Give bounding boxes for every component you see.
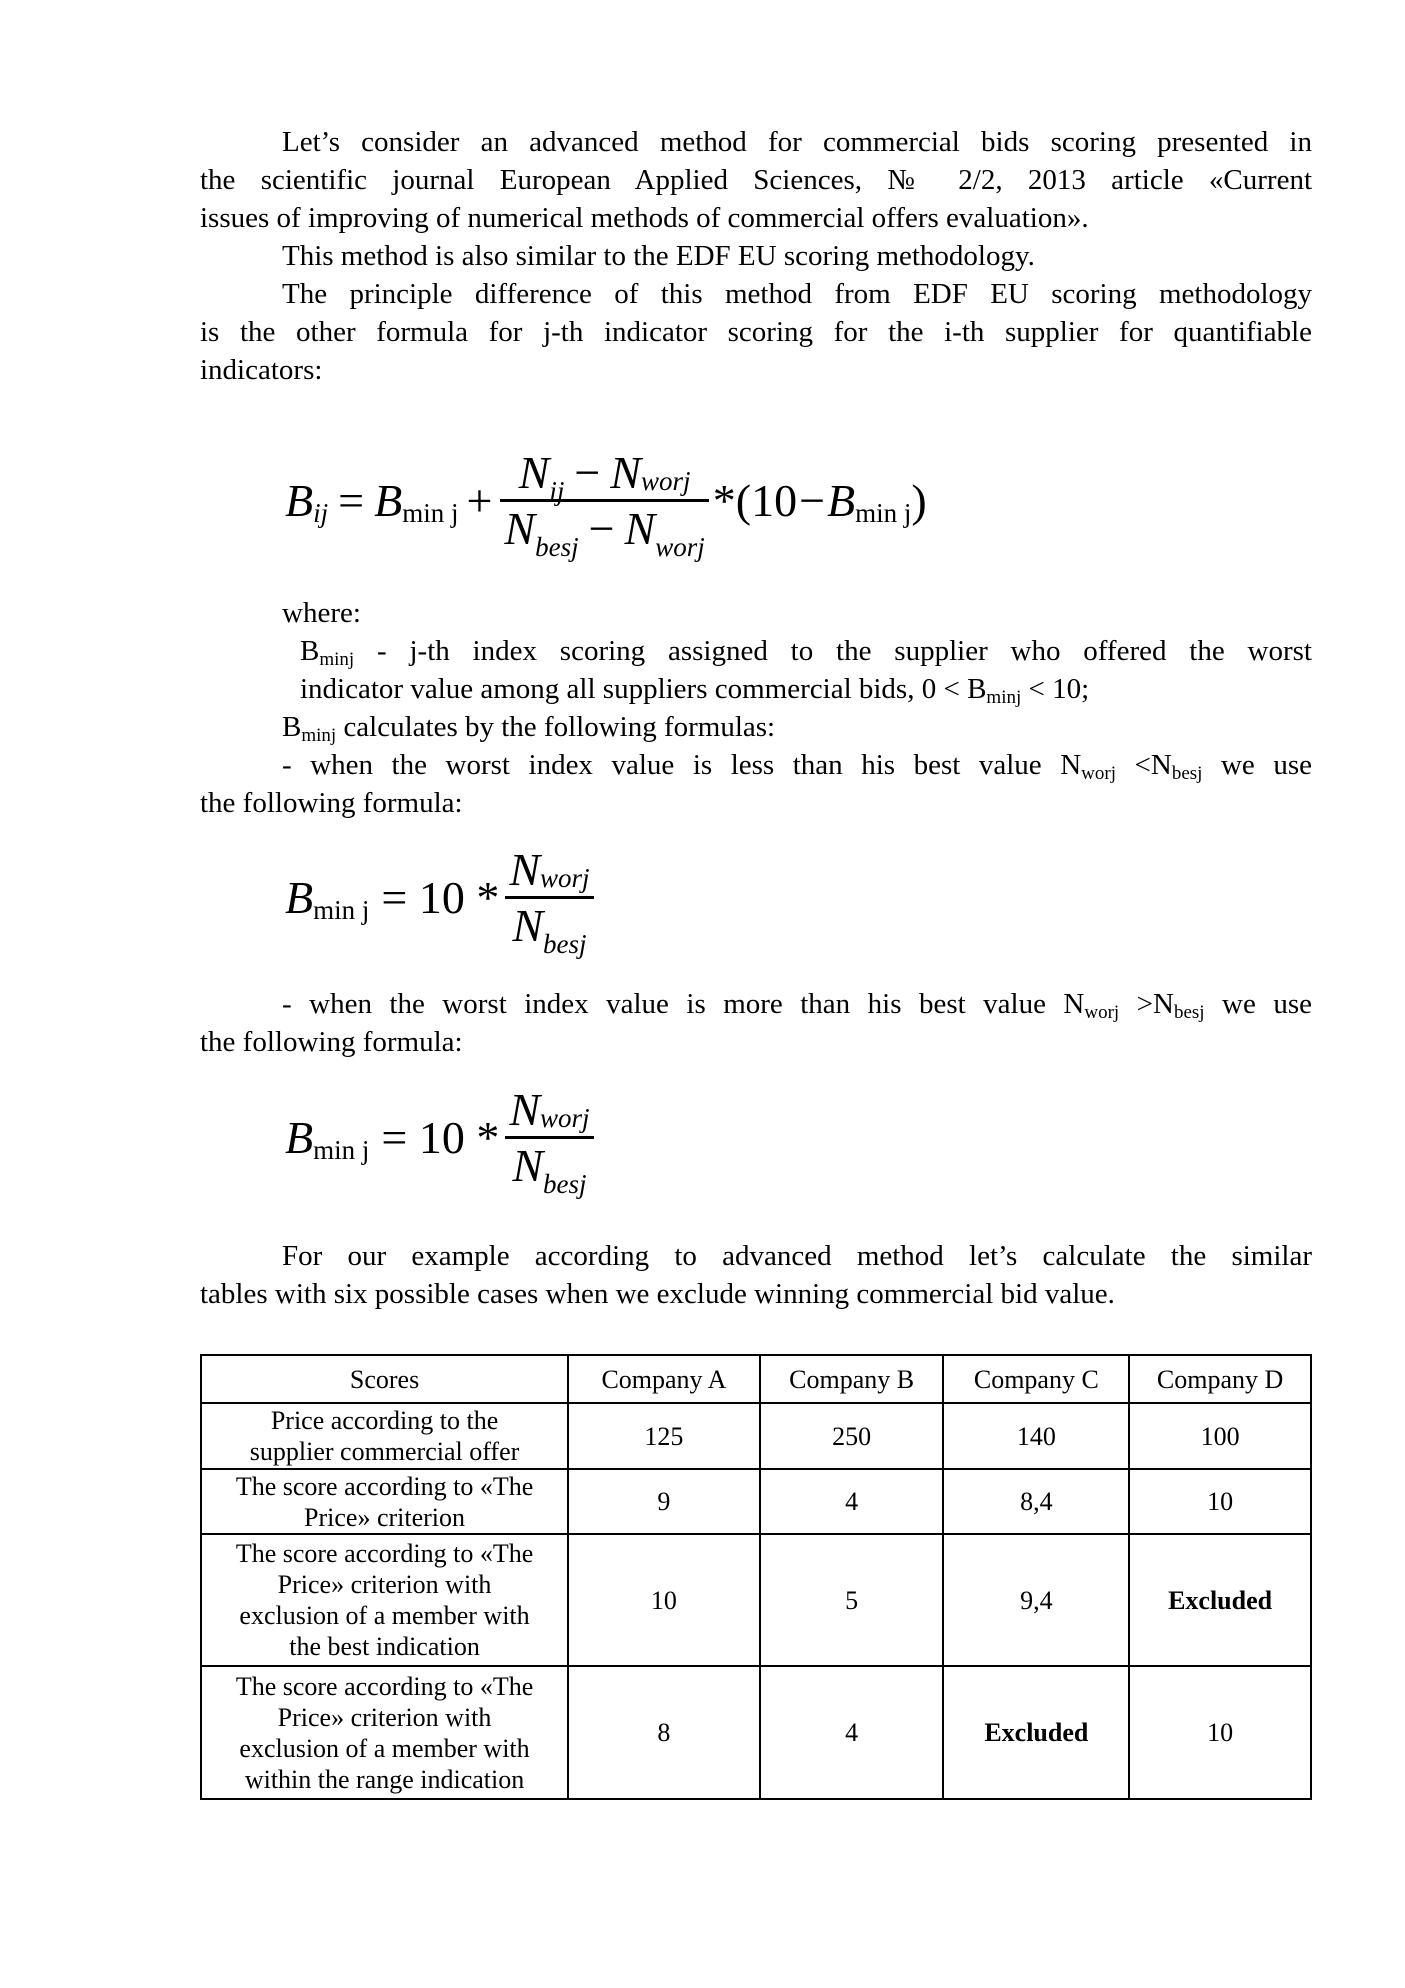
row-label-line: Price» criterion with (277, 1570, 492, 1599)
formula-subscript: worj (655, 531, 705, 562)
row-label-line: The score according to «The (235, 1671, 534, 1701)
formula-subscript: min j (402, 497, 459, 528)
formula-subscript: worj (640, 465, 691, 496)
calc-text: calculates by the following formulas: (336, 711, 776, 743)
formula-operator: + (466, 474, 493, 526)
table-cell: 125 (568, 1403, 760, 1469)
subscript: worj (1084, 1002, 1120, 1023)
formula-symbol: N (624, 502, 656, 554)
formula-operator: = 10 * (381, 1111, 500, 1163)
fraction-numerator (515, 446, 695, 506)
row-label-line: Price» criterion (304, 1502, 466, 1532)
table-row (201, 1469, 1311, 1534)
table-cell: 8 (568, 1666, 760, 1799)
table-cell: 10 (1129, 1666, 1311, 1799)
formula-symbol: B (285, 474, 314, 526)
symbol: B (300, 635, 320, 667)
definition-text: < 10; (1021, 673, 1090, 705)
table-header: Company A (568, 1355, 760, 1403)
paragraph-line: For our example according to advanced method let’s calculate the similar (282, 1240, 1312, 1272)
case-line: the following formula: (200, 787, 463, 819)
formula-subscript: ij (549, 475, 565, 506)
table-header: Company C (943, 1355, 1129, 1403)
table-cell-excluded: Excluded (1129, 1534, 1311, 1666)
table-cell: 10 (568, 1534, 760, 1666)
table-cell-excluded: Excluded (943, 1666, 1129, 1799)
case-line (200, 746, 1312, 784)
subscript: minj (301, 725, 337, 746)
table-header-row (201, 1355, 1311, 1403)
paragraph-line: is the other formula for j-th indicator scoring for the i-th supplier for quantifiable (200, 316, 1312, 348)
formula-operator: − (799, 474, 826, 526)
paragraph-line: This method is also similar to the EDF EU scoring methodology. (282, 240, 1035, 272)
symbol: B (282, 711, 302, 743)
fraction-numerator (505, 843, 593, 896)
row-label-line: The score according to «The (235, 1539, 534, 1568)
formula-symbol: N (518, 446, 550, 498)
table-cell: 140 (943, 1403, 1129, 1469)
formula-subscript: worj (540, 1102, 590, 1133)
table-cell: 4 (760, 1666, 944, 1799)
subscript: minj (319, 649, 355, 670)
formula-subscript: besj (535, 531, 579, 562)
definition-text: - j-th index scoring assigned to the supplier who offered the worst (354, 635, 1312, 667)
table-header: Scores (201, 1355, 568, 1403)
formula-symbol: B (285, 1111, 314, 1163)
row-label-line: exclusion of a member with (239, 1601, 530, 1630)
fraction-denominator (508, 899, 590, 959)
formula-subscript: ij (313, 497, 329, 528)
row-label-line: Price according to the (270, 1406, 499, 1435)
table-header: Company D (1129, 1355, 1311, 1403)
formula-subscript: min j (855, 497, 912, 528)
table-header: Company B (760, 1355, 944, 1403)
formula-operator: ) (911, 474, 927, 526)
table-cell: 8,4 (943, 1469, 1129, 1534)
row-label-line: within the range indication (244, 1764, 525, 1794)
row-label (201, 1534, 568, 1666)
formula-fraction (505, 843, 593, 959)
table-cell: 10 (1129, 1469, 1311, 1534)
row-label (201, 1469, 568, 1534)
formula-symbol: N (512, 899, 544, 951)
where-label: where: (282, 597, 361, 629)
case-text: we use (1202, 749, 1312, 781)
case-text: >N (1119, 988, 1174, 1020)
paragraph-line: Let’s consider an advanced method for commercial bids scoring presented in (282, 126, 1312, 158)
paragraph-line: The principle difference of this method from EDF EU scoring methodology (282, 278, 1312, 310)
fraction-denominator (508, 1139, 590, 1199)
formula-subscript: besj (543, 1168, 587, 1199)
table-cell: 9,4 (943, 1534, 1129, 1666)
formula-fraction (500, 446, 708, 562)
formula-operator: = (338, 474, 365, 526)
case-line (200, 985, 1312, 1023)
formula-symbol: B (374, 474, 403, 526)
paragraph-line: indicators: (200, 354, 323, 386)
formula-symbol: N (509, 843, 541, 895)
table-cell: 4 (760, 1469, 944, 1534)
formula-operator: − (574, 446, 601, 498)
row-label-line: Price» criterion with (277, 1702, 492, 1732)
case-text: - when the worst index value is more than his best value N (282, 988, 1085, 1020)
table-row (201, 1403, 1311, 1469)
table-cell: 5 (760, 1534, 944, 1666)
formula-operator: − (588, 502, 615, 554)
calc-line (282, 708, 1312, 746)
paragraph-line: tables with six possible cases when we exclude winning commercial bid value. (200, 1278, 1115, 1310)
formula-symbol: B (285, 871, 314, 923)
row-label-line: The score according to «The (235, 1471, 534, 1501)
table-cell: 250 (760, 1403, 944, 1469)
case-text: - when the worst index value is less than his best value N (282, 749, 1082, 781)
paragraph-line: the scientific journal European Applied Sciences, № 2/2, 2013 article «Current (200, 164, 1312, 196)
row-label (201, 1403, 568, 1469)
formula-symbol: N (610, 446, 641, 498)
table-row (201, 1534, 1311, 1666)
formula-subscript: worj (540, 862, 590, 893)
row-label-line: supplier commercial offer (249, 1437, 520, 1466)
table-cell: 100 (1129, 1403, 1311, 1469)
formula-bmin-1 (285, 832, 594, 962)
formula-symbol: N (504, 502, 536, 554)
row-label-line: exclusion of a member with (239, 1733, 530, 1763)
case-text: we use (1204, 988, 1312, 1020)
definition-line (300, 670, 1312, 708)
scores-table (200, 1354, 1312, 1800)
table-row (201, 1666, 1311, 1799)
case-line: the following formula: (200, 1026, 463, 1058)
formula-bmin-2 (285, 1072, 594, 1202)
formula-subscript: min j (313, 1134, 370, 1165)
row-label-line: the best indication (289, 1632, 480, 1661)
fraction-denominator (500, 502, 708, 562)
formula-bij (285, 440, 927, 560)
subscript: worj (1081, 763, 1116, 784)
subscript: minj (986, 687, 1022, 708)
definition-line (300, 632, 1312, 670)
row-label (201, 1666, 568, 1799)
subscript: besj (1171, 763, 1203, 784)
definition-text: indicator value among all suppliers commercial bids, 0 < B (300, 673, 987, 705)
formula-symbol: B (827, 474, 856, 526)
fraction-numerator (505, 1083, 593, 1136)
formula-symbol: N (509, 1083, 541, 1135)
formula-symbol: N (512, 1139, 544, 1191)
paragraph-line: issues of improving of numerical methods of commercial offers evaluation». (200, 202, 1089, 234)
case-text: <N (1115, 749, 1172, 781)
formula-operator: *(10 (712, 474, 798, 526)
subscript: besj (1173, 1002, 1205, 1023)
table-cell: 9 (568, 1469, 760, 1534)
formula-operator: = 10 * (381, 871, 500, 923)
formula-subscript: besj (543, 928, 587, 959)
formula-subscript: min j (313, 894, 370, 925)
formula-fraction (505, 1083, 593, 1199)
